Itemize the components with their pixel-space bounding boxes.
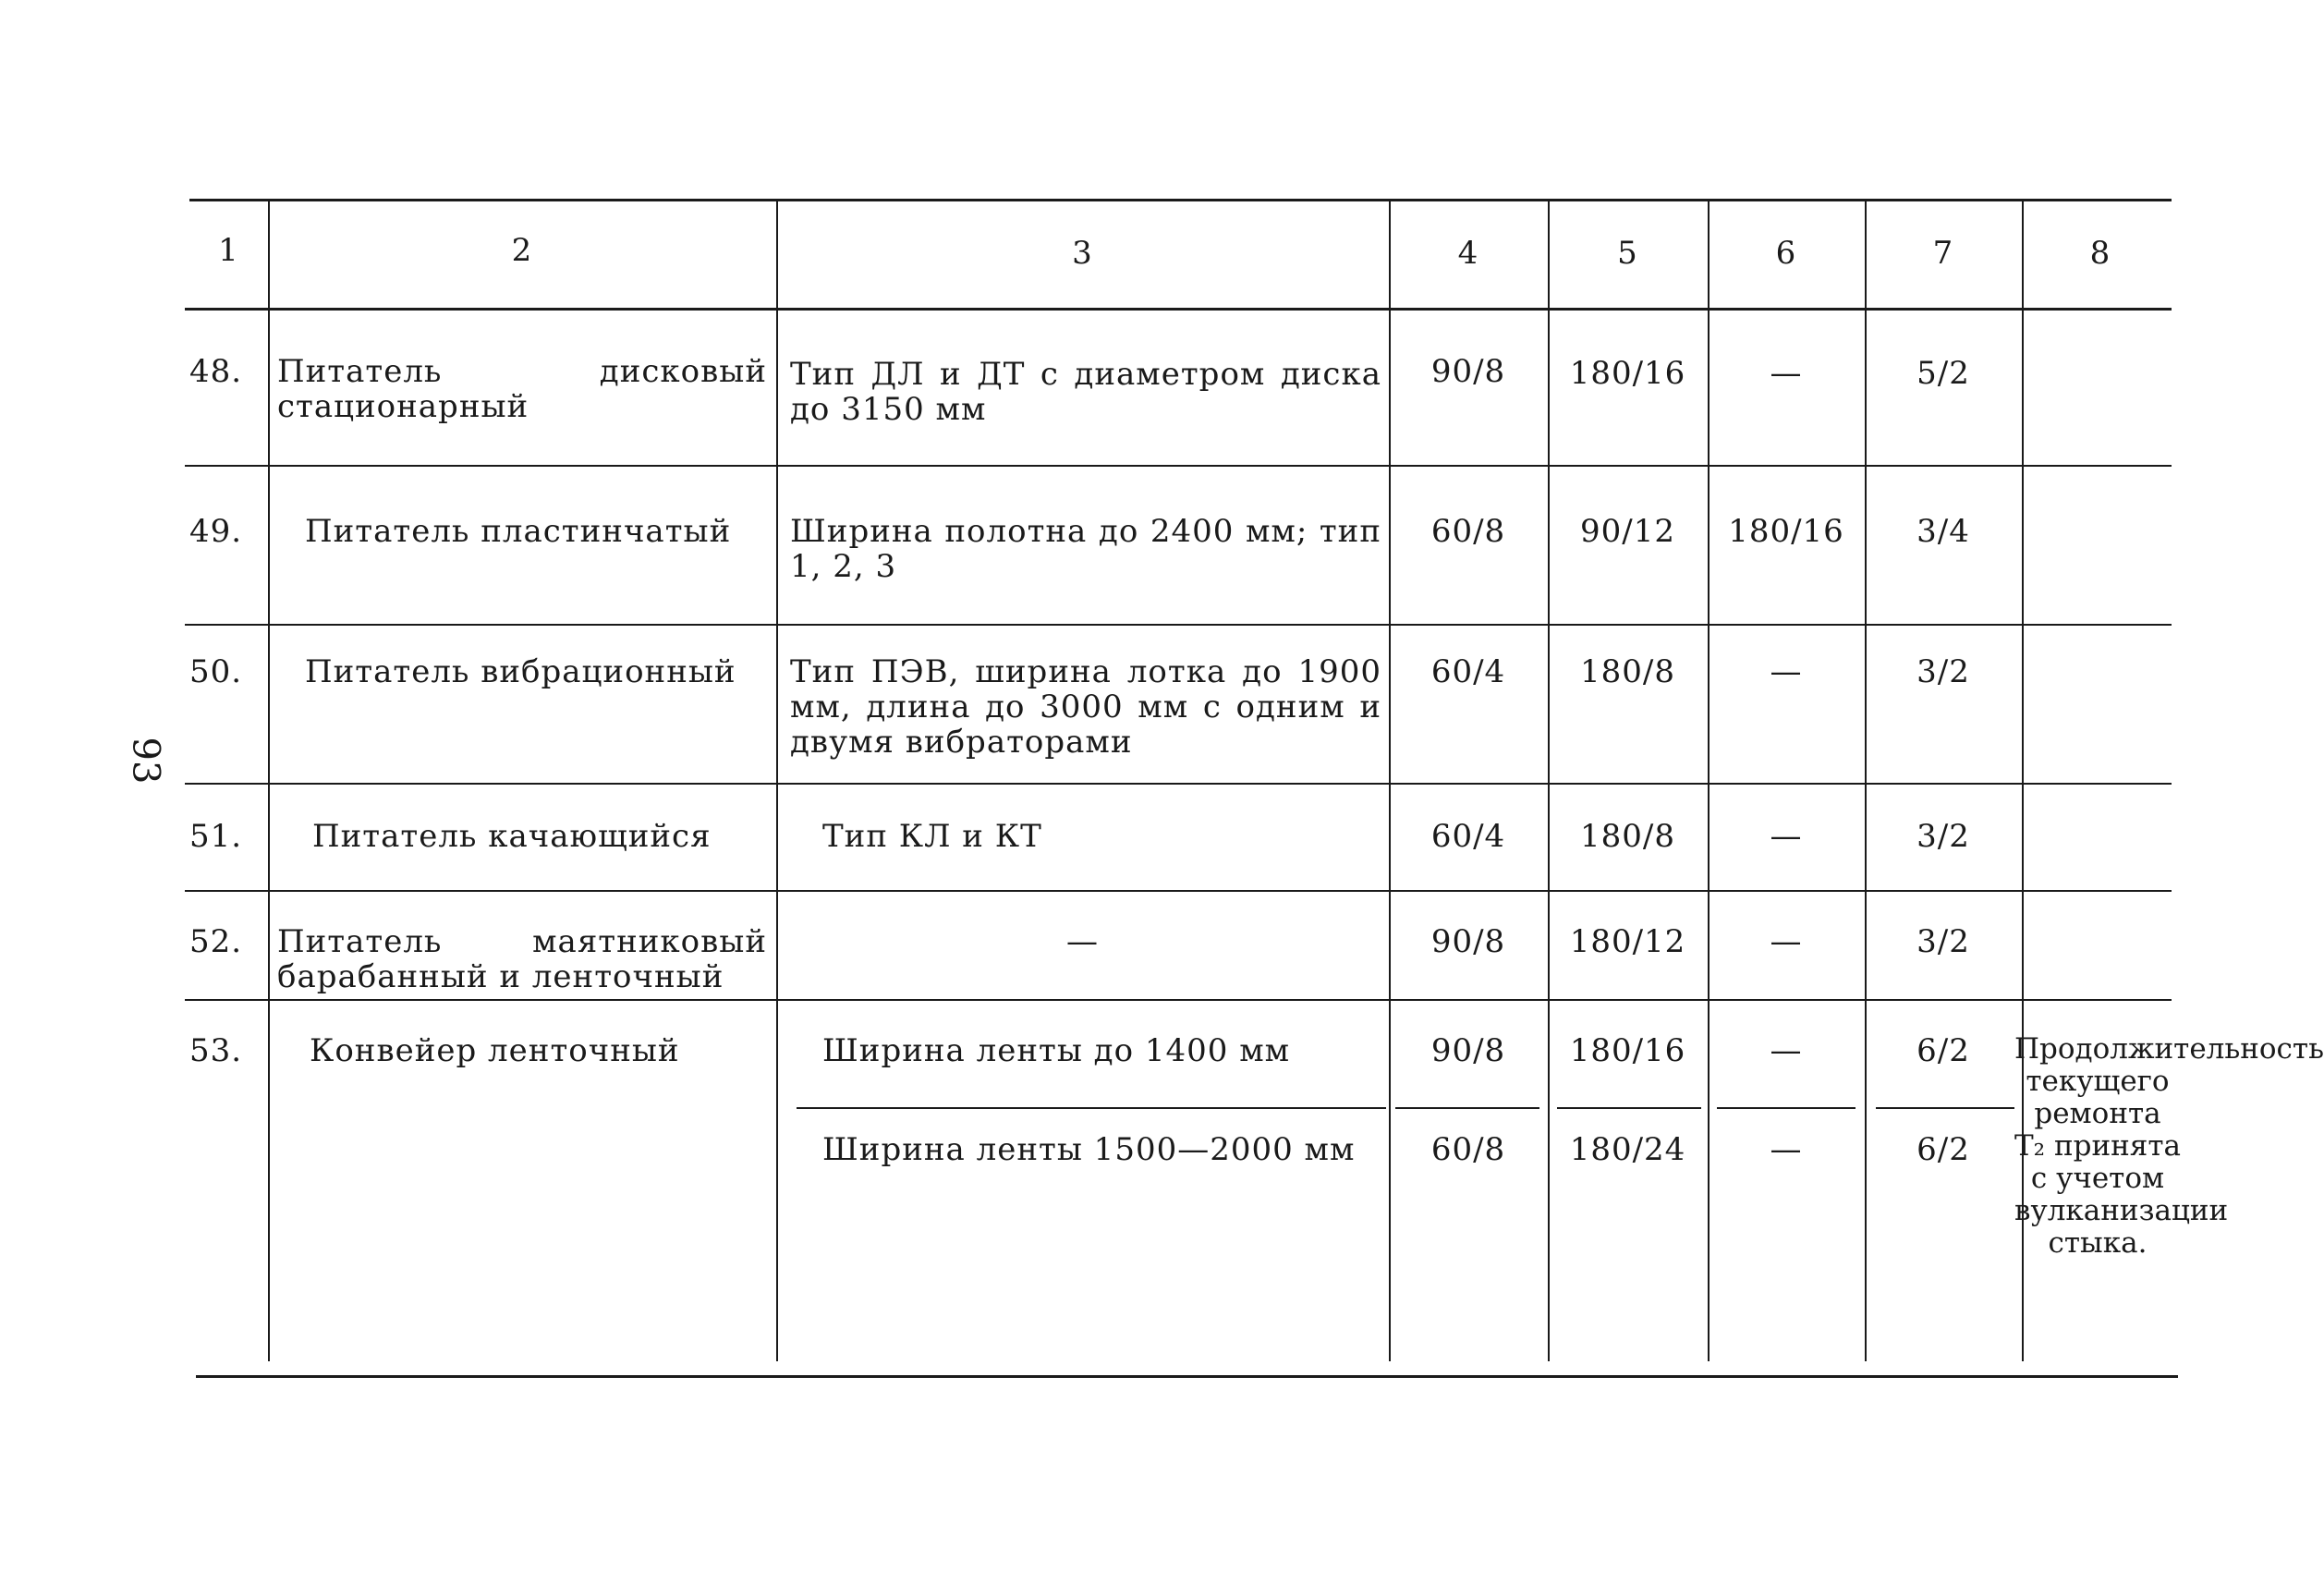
row-divider [185,999,2172,1001]
subrow-divider [1395,1107,1539,1109]
table-bottom-rule [196,1375,2178,1378]
row-col-7: 3/4 [1916,513,1970,550]
table-top-rule [189,199,2172,201]
row-spec: Ширина полотна до 2400 мм; тип 1, 2, 3 [790,513,1381,585]
header-col-8: 8 [2089,235,2111,272]
row-col-6: — [1770,818,1803,855]
row-col-5: 180/16 [1569,355,1686,392]
header-col-5: 5 [1617,235,1638,272]
row-col-7: 3/2 [1916,653,1970,690]
header-col-4: 4 [1457,235,1479,272]
row-col-5-secondary: 180/24 [1569,1131,1686,1168]
row-name: Питатель маятниковый барабанный и ленточный [277,923,767,995]
column-separator [776,201,778,1361]
row-col-4: 60/4 [1430,818,1506,855]
row-col-4-secondary: 60/8 [1430,1131,1506,1168]
row-number: 50. [189,653,243,690]
row-spec: Тип ДЛ и ДТ с диаметром диска до 3150 мм [790,356,1381,428]
row-col-5: 180/8 [1580,818,1675,855]
row-name: Питатель качающийся [312,818,712,855]
row-divider [185,624,2172,626]
row-col-4: 60/8 [1430,513,1506,550]
subrow-divider [1876,1107,2014,1109]
row-col-6: — [1770,1032,1803,1069]
row-col-7-secondary: 6/2 [1916,1131,1970,1168]
row-col-4: 60/4 [1430,653,1506,690]
header-col-3: 3 [1072,235,1093,272]
remark-note: Продолжительность текущего ремонта T₂ принята с учетом вулканизации стыка. [2014,1032,2324,1260]
row-number: 52. [189,923,243,960]
row-divider [185,783,2172,785]
row-col-5: 180/8 [1580,653,1675,690]
row-number: 48. [189,353,243,390]
row-col-7: 5/2 [1916,355,1970,392]
header-col-7: 7 [1932,235,1954,272]
row-number: 49. [189,513,243,550]
page-number: 93 [124,737,167,785]
subrow-divider [1557,1107,1701,1109]
row-col-4: 90/8 [1430,353,1506,390]
row-number: 53. [189,1032,243,1069]
row-col-5: 180/16 [1569,1032,1686,1069]
header-col-2: 2 [511,232,533,269]
subrow-divider [1717,1107,1856,1109]
row-col-7: 3/2 [1916,818,1970,855]
header-bottom-rule [185,308,2172,311]
row-name: Питатель вибрационный [305,653,736,690]
row-col-7: 3/2 [1916,923,1970,960]
row-col-6: — [1770,653,1803,690]
row-col-6: — [1770,355,1803,392]
row-col-5: 90/12 [1580,513,1675,550]
row-col-5: 180/12 [1569,923,1686,960]
row-divider [185,465,2172,467]
row-spec-secondary: Ширина ленты 1500—2000 мм [822,1131,1356,1168]
header-col-6: 6 [1775,235,1797,272]
row-spec: Ширина ленты до 1400 мм [822,1032,1291,1069]
row-name: Питатель пластинчатый [305,513,732,550]
row-name: Конвейер ленточный [310,1032,680,1069]
column-separator [268,201,270,1361]
row-divider [185,890,2172,892]
row-spec: — [1066,923,1099,960]
row-spec: Тип КЛ и КТ [822,818,1042,855]
header-col-1: 1 [218,232,239,269]
subrow-divider [797,1107,1386,1109]
row-name: Питатель дисковый стационарный [277,353,767,425]
row-col-6: 180/16 [1728,513,1844,550]
row-number: 51. [189,818,243,855]
row-spec: Тип ПЭВ, ширина лотка до 1900 мм, длина до 3000 мм с одним и двумя вибраторами [790,653,1381,761]
row-col-6: — [1770,923,1803,960]
row-col-6-secondary: — [1770,1131,1803,1168]
row-col-4: 90/8 [1430,923,1506,960]
row-col-7: 6/2 [1916,1032,1970,1069]
row-col-4: 90/8 [1430,1032,1506,1069]
